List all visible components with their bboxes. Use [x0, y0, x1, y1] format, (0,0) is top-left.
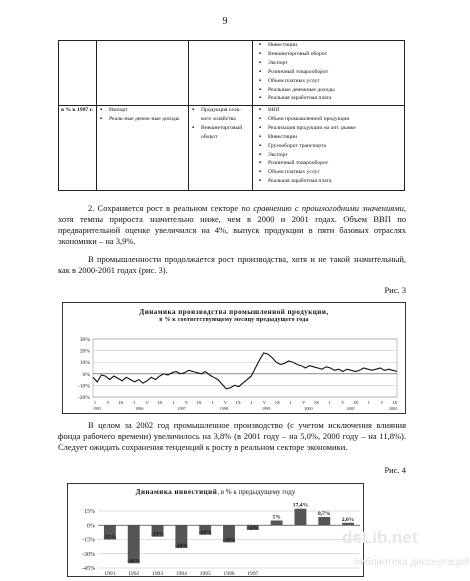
line-chart-plot	[63, 303, 405, 413]
x-category-label: 1997	[247, 571, 259, 577]
data-label: 2,6%	[341, 516, 355, 523]
watermark-subtitle: библиотека диссертаций	[354, 557, 470, 568]
data-label: -15%	[103, 534, 117, 541]
y-tick-label: -15%	[82, 537, 95, 544]
chart-title: Динамика производства промышленной продукции,	[139, 308, 329, 316]
bar	[271, 521, 283, 526]
y-tick-label: -20%	[77, 395, 90, 401]
x-month-label: I	[94, 400, 96, 405]
x-category-label: 1995	[199, 571, 211, 577]
bar	[318, 517, 330, 525]
x-category-label: 1991	[104, 571, 116, 577]
x-month-label: I	[250, 400, 253, 405]
data-label: -18%	[222, 537, 236, 544]
table-list-item: ▪ Реаль-ные денеж-ные доходы	[99, 115, 186, 124]
x-month-label: V	[223, 400, 228, 405]
page-number: 9	[222, 16, 228, 27]
data-label: -10%	[198, 529, 212, 536]
table-list-item: ▪ Экспорт	[255, 59, 402, 68]
x-month-label: V	[302, 400, 306, 405]
y-tick-label: -30%	[82, 551, 95, 558]
table-cell-growth	[253, 106, 404, 190]
x-month-label: IX	[314, 400, 320, 405]
industrial-production-chart	[62, 302, 406, 414]
x-month-label: IX	[196, 400, 202, 405]
table-cell-stagnation	[189, 106, 253, 190]
bar	[342, 523, 354, 525]
paragraph-industry	[58, 254, 406, 276]
x-month-label: I	[172, 400, 175, 405]
data-label: 5%	[272, 514, 281, 521]
table-list-item: ▪ Реальная заработная плата	[255, 177, 402, 186]
x-year-label: 1998	[219, 406, 229, 411]
x-year-label: 1997	[177, 406, 186, 411]
paragraph-real-sector	[58, 203, 406, 247]
investment-chart	[67, 483, 364, 577]
data-label: -12%	[151, 531, 165, 538]
y-tick-label: 0%	[82, 371, 90, 378]
figure-3-label: Рис. 3	[384, 285, 406, 295]
x-month-label: V	[145, 400, 149, 405]
data-label: -24%	[174, 543, 188, 550]
table-row	[59, 105, 404, 190]
x-month-label: IX	[353, 400, 359, 405]
x-month-label: V	[341, 400, 345, 405]
table-list-item: ▪ Реальные денежные доходы	[255, 86, 402, 95]
x-month-label: I	[211, 400, 214, 405]
bar-chart-plot	[68, 484, 363, 576]
table-cell-stagnation	[189, 41, 253, 105]
x-month-label: V	[262, 400, 267, 405]
table-cell-decline	[97, 41, 189, 105]
x-month-label: V	[106, 400, 110, 405]
table-list-item: ▪ Объем платных услуг	[255, 168, 402, 177]
table-list-item: ▪ Реальная заработная плата	[255, 94, 402, 103]
x-month-label: IX	[118, 400, 124, 405]
table-list-item: ▪ Импорт	[99, 106, 186, 115]
figure-4-label: Рис. 4	[384, 465, 406, 475]
x-month-label: IX	[275, 400, 281, 405]
data-label: 8,7%	[317, 510, 331, 517]
x-month-label: IX	[236, 400, 241, 405]
series-line	[93, 353, 397, 389]
table-row	[59, 41, 404, 105]
chart-title-suffix: , в % к предыдущему году	[217, 488, 296, 496]
table-list-item: ▪ Инвестиции	[255, 133, 402, 142]
x-month-label: V	[184, 400, 188, 405]
x-category-label: 1992	[128, 571, 140, 577]
chart-subtitle: в % к соответствующему месяцу предыдущего года	[159, 317, 309, 323]
y-tick-label: 0%	[87, 523, 95, 530]
table-list-item: ▪ ВВП	[255, 106, 402, 115]
x-month-label: IX	[392, 400, 398, 405]
y-tick-label: 10%	[79, 360, 90, 367]
table-list-item: ▪ Экспорт	[255, 151, 402, 160]
table-list-item: ▪ Инвестиции	[255, 41, 402, 50]
x-month-label: I	[289, 400, 292, 405]
y-tick-label: -45%	[82, 566, 95, 572]
table-list-item: ▪ Грузооборот транспорта	[255, 142, 402, 151]
table-list-item: ▪ Розничный товарооборот	[255, 68, 402, 77]
x-month-label: IX	[157, 400, 163, 405]
x-month-label: I	[133, 400, 135, 405]
x-month-label: I	[368, 400, 370, 405]
x-month-label: I	[329, 400, 331, 405]
table-list-item: ▪ Объем промышленной продукции	[255, 115, 402, 124]
dslib-watermark	[340, 528, 470, 581]
paragraph-2002-summary	[58, 420, 406, 453]
table-cell-growth	[253, 41, 404, 105]
table-cell-period: в % к 1997 г.	[59, 106, 97, 190]
data-label: 17,4%	[292, 502, 309, 509]
x-category-label: 1994	[175, 571, 187, 577]
table-cell-period	[59, 41, 97, 105]
table-list-item: ▪ Продукция сель-кого хозяйства	[191, 106, 250, 124]
x-year-label: 1996	[135, 406, 144, 411]
paragraph-text: 2. Сохраняется рост в реальном секторе	[88, 203, 242, 213]
watermark-brand: dsLib.net	[342, 528, 418, 547]
x-year-label: 2001	[346, 406, 355, 411]
paragraph-text: В промышленности продолжается рост производства, хотя и не такой значительный, как в 2000-2001 годах (рис. 3).	[58, 254, 406, 275]
x-year-label: 1999	[261, 406, 271, 411]
table-list-item: ▪ Реализация продукции на опт. рынке	[255, 124, 402, 133]
table-list-item: ▪ Внешнеторговый оборот	[191, 124, 250, 142]
y-tick-label: 15%	[84, 509, 95, 515]
x-month-label: V	[380, 400, 384, 405]
x-year-label: 2000	[304, 406, 313, 411]
paragraph-text: хотя темпы прироста значительно ниже, чем в 2000 и 2001 годах. Объем ВВП по предварительной оценке увеличился на 4%, выпуск продукции в пяти базовых отраслях экономики – на 3,9%.	[58, 214, 406, 246]
paragraph-emphasis: по сравнению с прошлогодними значениями,	[241, 203, 406, 213]
table-list-item: ▪ Объем платных услуг	[255, 77, 402, 86]
bar	[295, 509, 307, 526]
data-label: -40%	[127, 558, 141, 565]
y-tick-label: 20%	[79, 348, 90, 355]
y-tick-label: -10%	[77, 383, 90, 390]
y-tick-label: 30%	[79, 337, 90, 343]
data-label: -5%	[247, 525, 258, 531]
table-list-item: ▪ Внешнеторговый оборот	[255, 50, 402, 59]
table-list-item: ▪ Розничный товарооборот	[255, 159, 402, 168]
x-year-label: 2002	[388, 406, 398, 411]
x-year-label: 1995	[92, 406, 102, 411]
plot-area	[93, 339, 397, 397]
paragraph-text: В целом за 2002 год промышленное производство (с учетом исключения влияния фонда рабочего времени) увеличилось на 3,8% (в 2001 году – на 5,0%, 2000 году – на 11,8%). Следует ожидать сохранения тенденций к росту в реальном секторе экономики.	[58, 420, 406, 452]
table-cell-decline	[97, 106, 189, 190]
x-category-label: 1993	[151, 571, 164, 577]
chart-title-main: Динамика инвестиций	[135, 488, 218, 496]
indicators-table	[58, 40, 405, 191]
x-category-label: 1996	[223, 571, 235, 577]
